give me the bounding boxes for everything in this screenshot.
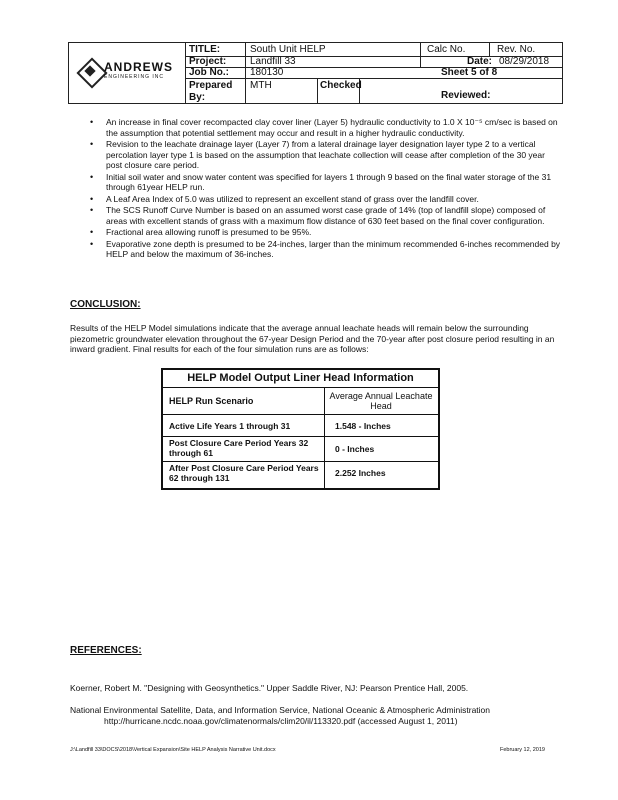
assumptions-list xyxy=(86,117,562,261)
rev-no-label: Rev. No. xyxy=(497,44,536,55)
project-value: Landfill 33 xyxy=(250,56,296,67)
job-no-value: 180130 xyxy=(250,67,284,78)
list-item: • Initial soil water and snow water content was specified for layers 1 through 9 based on the final water storage of the 31 through 61year HELP run. xyxy=(86,172,562,193)
job-no-label: Job No.: xyxy=(189,67,229,78)
conclusion-heading: CONCLUSION: xyxy=(70,299,141,310)
table-row-scenario: Post Closure Care Period Years 32 through 61 xyxy=(169,438,309,458)
column-header-head: Average Annual Leachate Head xyxy=(329,391,433,411)
sheet-number: Sheet 5 of 8 xyxy=(441,67,498,78)
title-label: TITLE: xyxy=(189,44,221,55)
project-label: Project: xyxy=(189,56,227,67)
footer-file-path: J:\Landfill 33\DOCS\2018\Vertical Expansion\Site HELP Analysis Narrative Unit.docx xyxy=(70,747,276,753)
reviewed-label: Reviewed: xyxy=(441,90,491,101)
checked-label: Checked xyxy=(320,80,362,91)
prepared-by-label: Prepared By: xyxy=(189,80,233,103)
reference-noaa-link[interactable]: http://hurricane.ncdc.noaa.gov/climatenormals/clim20/il/113320.pdf (accessed August 1, 2011) xyxy=(104,716,458,726)
table-title: HELP Model Output Liner Head Information xyxy=(163,370,438,388)
list-item: • Evaporative zone depth is presumed to be 24-inches, larger than the minimum recommended 6-inches recommended by HELP and below the maximum of 36-inches. xyxy=(86,239,562,260)
list-item: • A Leaf Area Index of 5.0 was utilized to represent an excellent stand of grass over the landfill cover. xyxy=(86,194,562,205)
conclusion-paragraph: Results of the HELP Model simulations indicate that the average annual leachate heads will remain below the surrounding piezometric groundwater elevation throughout the 67-year Design Period and the 70-year after post closure period resulting in an inward gradient. Final results for each of the four simulation runs are as follows: xyxy=(70,323,555,354)
title-value: South Unit HELP xyxy=(250,44,326,55)
table-row-scenario: Active Life Years 1 through 31 xyxy=(169,421,291,431)
prepared-by-value: MTH xyxy=(250,80,272,91)
liner-head-table xyxy=(161,368,440,490)
company-subtitle: ENGINEERING INC xyxy=(104,74,165,80)
reference-koerner: Koerner, Robert M. "Designing with Geosynthetics." Upper Saddle River, NJ: Pearson Prentice Hall, 2005. xyxy=(70,683,469,693)
reference-noaa: National Environmental Satellite, Data, and Information Service, National Oceanic & Atmospheric Administration xyxy=(70,705,491,715)
references-heading: REFERENCES: xyxy=(70,645,142,656)
date-label: Date: xyxy=(467,56,493,67)
list-item: • An increase in final cover recompacted clay cover liner (Layer 5) hydraulic conductivity to 1.0 X 10⁻⁵ cm/sec is based on the assumption that potential settlement may occur and result in a higher hydraulic conductivity. xyxy=(86,117,562,138)
table-row-scenario: After Post Closure Care Period Years 62 through 131 xyxy=(169,463,319,483)
table-row-head: 1.548 - Inches xyxy=(335,421,391,431)
date-value: 08/29/2018 xyxy=(499,56,550,67)
table-row-head: 2.252 Inches xyxy=(335,468,386,478)
table-row-head: 0 - Inches xyxy=(335,444,375,454)
list-item: • Fractional area allowing runoff is presumed to be 95%. xyxy=(86,227,562,238)
footer-date: February 12, 2019 xyxy=(500,747,545,753)
list-item: • The SCS Runoff Curve Number is based on an assumed worst case grade of 14% (top of landfill slope) composed of areas with excellent stands of grass with a maximum flow distance of 630 feet based on the final cover configuration. xyxy=(86,205,562,226)
column-header-scenario: HELP Run Scenario xyxy=(169,396,254,406)
company-logo xyxy=(69,43,186,103)
calc-no-label: Calc No. xyxy=(427,44,466,55)
company-name: ANDREWS xyxy=(104,60,173,74)
list-item: • Revision to the leachate drainage layer (Layer 7) from a lateral drainage layer designation layer type 2 to a vertical percolation layer type 1 is based on the assumption that leachate collection will cease after completion of the 30 year post closure care period. xyxy=(86,139,562,171)
title-block xyxy=(68,42,563,104)
